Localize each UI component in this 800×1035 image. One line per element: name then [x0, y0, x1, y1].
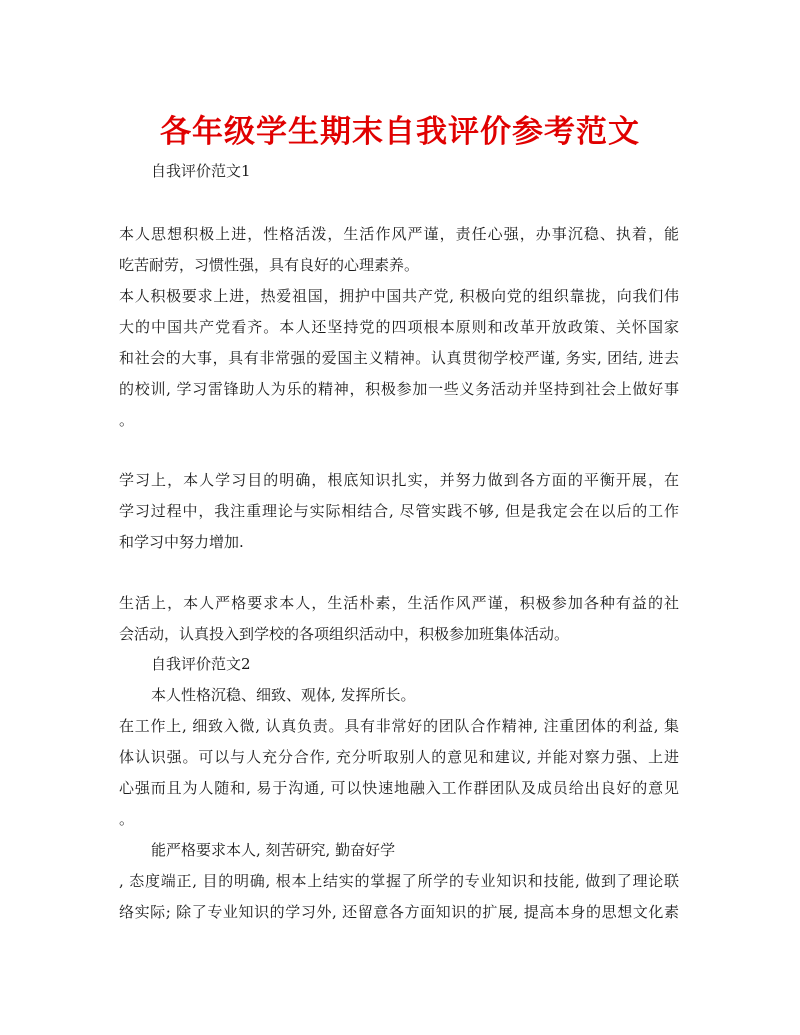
- paragraph-line: 在工作上, 细致入微, 认真负责。具有非常好的团队合作精神, 注重团体的利益, 集: [119, 717, 679, 735]
- paragraph-line: , 态度端正, 目的明确, 根本上结实的掌握了所学的专业知识和技能, 做到了理论联: [119, 872, 679, 890]
- paragraph-line: 。: [119, 411, 135, 429]
- section-heading: 自我评价范文1: [151, 162, 251, 180]
- paragraph-line: 本人性格沉稳、细致、观体, 发挥所长。: [151, 686, 416, 704]
- paragraph-line: 。: [119, 810, 135, 828]
- paragraph-line: 会活动，认真投入到学校的各项组织活动中，积极参加班集体活动。: [119, 625, 570, 643]
- paragraph-line: 心强而且为人随和, 易于沟通, 可以快速地融入工作群团队及成员给出良好的意见: [119, 779, 679, 797]
- document-title: 各年级学生期末自我评价参考范文: [160, 114, 640, 150]
- paragraph-line: 本人积极要求上进，热爱祖国，拥护中国共产党, 积极向党的组织靠拢，向我们伟: [119, 287, 679, 305]
- paragraph-line: 本人思想积极上进，性格活泼，生活作风严谨，责任心强，办事沉稳、执着，能: [119, 225, 679, 243]
- paragraph-line: 生活上，本人严格要求本人，生活朴素，生活作风严谨，积极参加各种有益的社: [119, 594, 679, 612]
- paragraph-line: 络实际; 除了专业知识的学习外, 还留意各方面知识的扩展, 提高本身的思想文化素: [119, 903, 679, 921]
- paragraph-line: 学习上，本人学习目的明确，根底知识扎实，并努力做到各方面的平衡开展，在: [119, 471, 679, 489]
- paragraph-line: 和社会的大事，具有非常强的爱国主义精神。认真贯彻学校严谨, 务实, 团结, 进去: [119, 349, 679, 367]
- paragraph-line: 体认识强。可以与人充分合作, 充分听取别人的意见和建议, 并能对察力强、上进: [119, 748, 679, 766]
- paragraph-line: 的校训, 学习雷锋助人为乐的精神，积极参加一些义务活动并坚持到社会上做好事: [119, 380, 679, 398]
- section-heading: 自我评价范文2: [151, 655, 251, 673]
- paragraph-line: 吃苦耐劳，习惯性强，具有良好的心理素养。: [119, 256, 420, 274]
- paragraph-line: 大的中国共产党看齐。本人还坚持党的四项根本原则和改革开放政策、关怀国家: [119, 318, 679, 336]
- paragraph-line: 能严格要求本人, 刻苦研究, 勤奋好学: [151, 841, 396, 859]
- paragraph-line: 和学习中努力增加.: [119, 533, 244, 551]
- paragraph-line: 学习过程中，我注重理论与实际相结合, 尽管实践不够, 但是我定会在以后的工作: [119, 502, 679, 520]
